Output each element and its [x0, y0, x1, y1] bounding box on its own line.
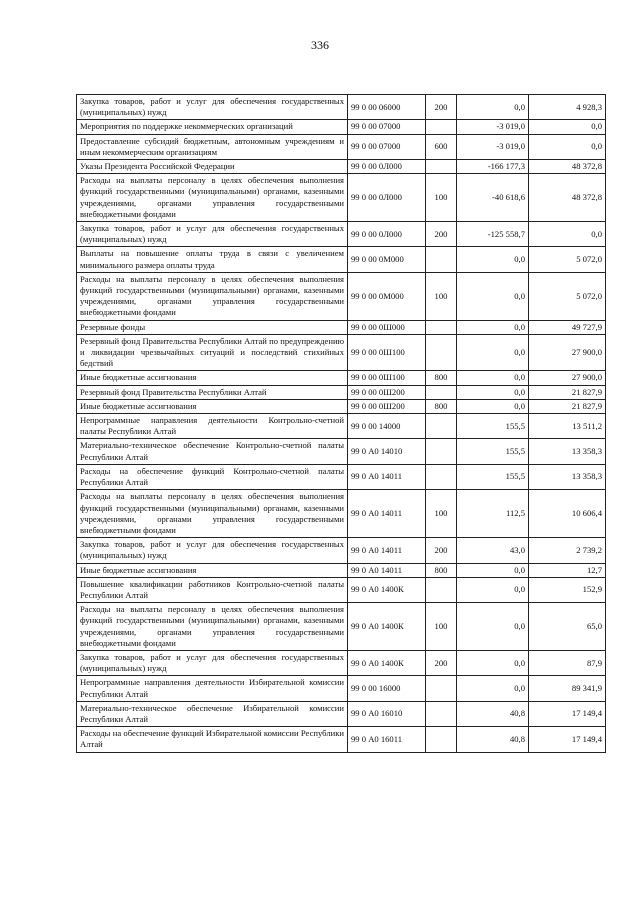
row-expense-type-cell: 200: [426, 538, 457, 563]
row-amount-change-cell: 155,5: [457, 414, 529, 439]
row-amount-change-cell: -3 019,0: [457, 134, 529, 159]
row-expense-type-cell: 100: [426, 603, 457, 651]
table-row: [77, 160, 606, 174]
budget-table-body: [77, 95, 606, 753]
table-row: [77, 464, 606, 489]
row-code-cell: 99 0 00 14000: [348, 414, 426, 439]
row-code-cell: 99 0 А0 16011: [348, 727, 426, 752]
table-row: [77, 650, 606, 675]
row-amount-total-cell: 87,9: [529, 650, 606, 675]
row-amount-total-cell: 21 827,9: [529, 385, 606, 399]
row-expense-type-cell: [426, 414, 457, 439]
row-name-cell: Расходы на выплаты персоналу в целях обеспечения выполнения функций государственными (муниципальными) органами, казенными учреждениями, органами управления государственными внебюджетными фондами: [77, 272, 348, 320]
row-expense-type-cell: 100: [426, 174, 457, 222]
row-amount-total-cell: 152,9: [529, 577, 606, 602]
row-amount-total-cell: 5 072,0: [529, 272, 606, 320]
row-amount-total-cell: 4 928,3: [529, 95, 606, 120]
row-name-cell: Предоставление субсидий бюджетным, автономным учреждениям и иным некоммерческим организациям: [77, 134, 348, 159]
row-expense-type-cell: [426, 577, 457, 602]
row-name-cell: Иные бюджетные ассигнования: [77, 371, 348, 385]
row-code-cell: 99 0 А0 14011: [348, 538, 426, 563]
row-amount-total-cell: 17 149,4: [529, 701, 606, 726]
row-name-cell: Выплаты на повышение оплаты труда в связи с увеличением минимального размера оплаты труда: [77, 247, 348, 272]
row-amount-total-cell: 65,0: [529, 603, 606, 651]
row-expense-type-cell: [426, 320, 457, 334]
row-amount-change-cell: -3 019,0: [457, 120, 529, 134]
row-name-cell: Материально-техническое обеспечение Контрольно-счетной палаты Республики Алтай: [77, 439, 348, 464]
row-amount-change-cell: 0,0: [457, 650, 529, 675]
table-row: [77, 134, 606, 159]
row-name-cell: Расходы на обеспечение функций Контрольно-счетной палаты Республики Алтай: [77, 464, 348, 489]
row-amount-total-cell: 5 072,0: [529, 247, 606, 272]
row-code-cell: 99 0 00 07000: [348, 120, 426, 134]
table-row: [77, 603, 606, 651]
row-name-cell: Закупка товаров, работ и услуг для обеспечения государственных (муниципальных) нужд: [77, 650, 348, 675]
row-amount-total-cell: 0,0: [529, 120, 606, 134]
table-row: [77, 247, 606, 272]
row-expense-type-cell: 200: [426, 650, 457, 675]
row-code-cell: 99 0 А0 1400К: [348, 577, 426, 602]
row-amount-total-cell: 48 372,8: [529, 160, 606, 174]
row-amount-change-cell: 0,0: [457, 371, 529, 385]
table-row: [77, 538, 606, 563]
row-amount-total-cell: 12,7: [529, 563, 606, 577]
row-code-cell: 99 0 00 0Ш100: [348, 371, 426, 385]
row-name-cell: Закупка товаров, работ и услуг для обеспечения государственных (муниципальных) нужд: [77, 95, 348, 120]
table-row: [77, 563, 606, 577]
row-amount-change-cell: -166 177,3: [457, 160, 529, 174]
table-row: [77, 174, 606, 222]
row-expense-type-cell: 800: [426, 399, 457, 413]
row-amount-total-cell: 48 372,8: [529, 174, 606, 222]
row-amount-change-cell: 0,0: [457, 399, 529, 413]
row-amount-change-cell: 0,0: [457, 272, 529, 320]
row-amount-total-cell: 21 827,9: [529, 399, 606, 413]
row-name-cell: Повышение квалификации работников Контрольно-счетной палаты Республики Алтай: [77, 577, 348, 602]
row-expense-type-cell: 100: [426, 272, 457, 320]
row-expense-type-cell: 800: [426, 371, 457, 385]
row-name-cell: Мероприятия по поддержке некоммерческих организаций: [77, 120, 348, 134]
row-code-cell: 99 0 00 06000: [348, 95, 426, 120]
row-amount-total-cell: 0,0: [529, 222, 606, 247]
row-expense-type-cell: [426, 120, 457, 134]
row-name-cell: Иные бюджетные ассигнования: [77, 399, 348, 413]
row-amount-change-cell: 0,0: [457, 385, 529, 399]
row-code-cell: 99 0 А0 16010: [348, 701, 426, 726]
row-expense-type-cell: 600: [426, 134, 457, 159]
row-name-cell: Закупка товаров, работ и услуг для обеспечения государственных (муниципальных) нужд: [77, 222, 348, 247]
row-code-cell: 99 0 00 0Ш000: [348, 320, 426, 334]
row-code-cell: 99 0 00 0Л000: [348, 160, 426, 174]
row-name-cell: Резервные фонды: [77, 320, 348, 334]
row-expense-type-cell: 200: [426, 95, 457, 120]
row-code-cell: 99 0 А0 1400К: [348, 650, 426, 675]
row-amount-total-cell: 0,0: [529, 134, 606, 159]
row-amount-change-cell: 40,8: [457, 727, 529, 752]
row-name-cell: Непрограммные направления деятельности Контрольно-счетной палаты Республики Алтай: [77, 414, 348, 439]
row-code-cell: 99 0 00 0Л000: [348, 174, 426, 222]
row-expense-type-cell: 200: [426, 222, 457, 247]
row-name-cell: Иные бюджетные ассигнования: [77, 563, 348, 577]
row-name-cell: Расходы на выплаты персоналу в целях обеспечения выполнения функций государственными (муниципальными) органами, казенными учреждениями, органами управления государственными внебюджетными фондами: [77, 174, 348, 222]
row-code-cell: 99 0 00 07000: [348, 134, 426, 159]
row-amount-total-cell: 27 900,0: [529, 371, 606, 385]
row-amount-change-cell: 112,5: [457, 490, 529, 538]
page-number: 336: [311, 38, 329, 52]
row-code-cell: 99 0 А0 1400К: [348, 603, 426, 651]
row-amount-change-cell: -125 558,7: [457, 222, 529, 247]
table-row: [77, 120, 606, 134]
table-row: [77, 727, 606, 752]
row-name-cell: Резервный фонд Правительства Республики Алтай: [77, 385, 348, 399]
row-expense-type-cell: [426, 160, 457, 174]
row-amount-change-cell: 0,0: [457, 334, 529, 371]
table-row: [77, 272, 606, 320]
row-name-cell: Расходы на выплаты персоналу в целях обеспечения выполнения функций государственными (муниципальными) органами, казенными учреждениями, органами управления государственными внебюджетными фондами: [77, 603, 348, 651]
row-code-cell: 99 0 А0 14011: [348, 563, 426, 577]
row-amount-change-cell: 0,0: [457, 563, 529, 577]
row-expense-type-cell: [426, 334, 457, 371]
table-row: [77, 490, 606, 538]
table-row: [77, 95, 606, 120]
row-code-cell: 99 0 00 0Ш100: [348, 334, 426, 371]
row-amount-change-cell: 0,0: [457, 320, 529, 334]
row-amount-total-cell: 10 606,4: [529, 490, 606, 538]
row-code-cell: 99 0 00 0М000: [348, 272, 426, 320]
row-amount-change-cell: 0,0: [457, 95, 529, 120]
row-name-cell: Указы Президента Российской Федерации: [77, 160, 348, 174]
table-row: [77, 439, 606, 464]
row-expense-type-cell: [426, 676, 457, 701]
row-amount-change-cell: 43,0: [457, 538, 529, 563]
row-amount-total-cell: 27 900,0: [529, 334, 606, 371]
row-amount-change-cell: 0,0: [457, 676, 529, 701]
row-amount-change-cell: 155,5: [457, 464, 529, 489]
row-amount-change-cell: 40,8: [457, 701, 529, 726]
row-expense-type-cell: [426, 701, 457, 726]
row-expense-type-cell: [426, 439, 457, 464]
row-amount-change-cell: 0,0: [457, 577, 529, 602]
table-row: [77, 701, 606, 726]
row-name-cell: Расходы на обеспечение функций Избирательной комиссии Республики Алтай: [77, 727, 348, 752]
row-amount-total-cell: 89 341,9: [529, 676, 606, 701]
row-code-cell: 99 0 А0 14011: [348, 490, 426, 538]
row-amount-total-cell: 13 511,2: [529, 414, 606, 439]
table-row: [77, 676, 606, 701]
budget-table: [76, 94, 606, 753]
row-expense-type-cell: [426, 385, 457, 399]
row-name-cell: Материально-техническое обеспечение Избирательной комиссии Республики Алтай: [77, 701, 348, 726]
row-expense-type-cell: [426, 464, 457, 489]
row-name-cell: Расходы на выплаты персоналу в целях обеспечения выполнения функций государственными (муниципальными) органами, казенными учреждениями, органами управления государственными внебюджетными фондами: [77, 490, 348, 538]
row-code-cell: 99 0 00 16000: [348, 676, 426, 701]
row-expense-type-cell: [426, 727, 457, 752]
row-code-cell: 99 0 00 0М000: [348, 247, 426, 272]
row-amount-total-cell: 2 739,2: [529, 538, 606, 563]
table-row: [77, 399, 606, 413]
table-row: [77, 577, 606, 602]
table-row: [77, 371, 606, 385]
row-code-cell: 99 0 00 0Ш200: [348, 385, 426, 399]
row-amount-total-cell: 13 358,3: [529, 464, 606, 489]
row-expense-type-cell: [426, 247, 457, 272]
row-name-cell: Закупка товаров, работ и услуг для обеспечения государственных (муниципальных) нужд: [77, 538, 348, 563]
row-amount-total-cell: 17 149,4: [529, 727, 606, 752]
row-amount-change-cell: 155,5: [457, 439, 529, 464]
row-amount-total-cell: 13 358,3: [529, 439, 606, 464]
row-expense-type-cell: 100: [426, 490, 457, 538]
row-amount-change-cell: -40 618,6: [457, 174, 529, 222]
row-code-cell: 99 0 00 0Л000: [348, 222, 426, 247]
row-code-cell: 99 0 А0 14011: [348, 464, 426, 489]
table-row: [77, 320, 606, 334]
table-row: [77, 385, 606, 399]
row-name-cell: Непрограммные направления деятельности Избирательной комиссии Республики Алтай: [77, 676, 348, 701]
table-row: [77, 222, 606, 247]
row-name-cell: Резервный фонд Правительства Республики Алтай по предупреждению и ликвидации чрезвычайных ситуаций и последствий стихийных бедствий: [77, 334, 348, 371]
table-row: [77, 414, 606, 439]
row-amount-total-cell: 49 727,9: [529, 320, 606, 334]
row-amount-change-cell: 0,0: [457, 603, 529, 651]
row-amount-change-cell: 0,0: [457, 247, 529, 272]
row-code-cell: 99 0 А0 14010: [348, 439, 426, 464]
row-expense-type-cell: 800: [426, 563, 457, 577]
row-code-cell: 99 0 00 0Ш200: [348, 399, 426, 413]
table-row: [77, 334, 606, 371]
